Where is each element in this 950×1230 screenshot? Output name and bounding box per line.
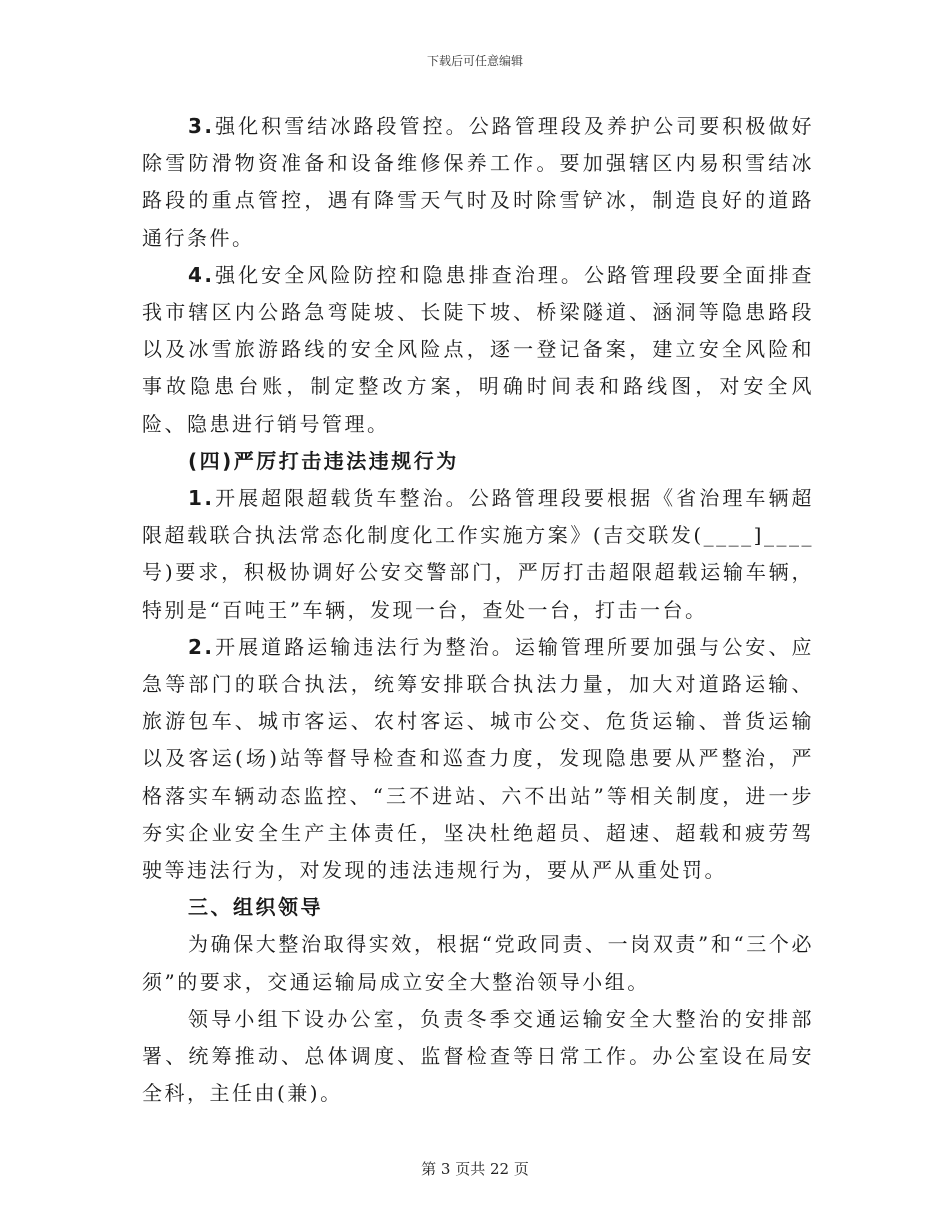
- document-body: [142, 108, 814, 1112]
- section-heading-organization: 三、组织领导: [188, 895, 323, 920]
- page-header-note: 下载后可任意编辑: [426, 54, 523, 68]
- paragraph-text: 强化积雪结冰路段管控。公路管理段及养护公司要积极做好除雪防滑物资准备和设备维修保养工作。要加强辖区内易积雪结冰路段的重点管控，遇有降雪天气时及时除雪铲冰，制造良好的道路通行条件。: [142, 114, 814, 250]
- paragraph-text: 开展道路运输违法行为整治。运输管理所要加强与公安、应急等部门的联合执法，统筹安排联合执法力量，加大对道路运输、旅游包车、城市客运、农村客运、城市公交、危货运输、普货运输以及客运(场)站等督导检查和巡查力度，发现隐患要从严整治，严格落实车辆动态监控、“三不进站、六不出站”等相关制度，进一步夯实企业安全生产主体责任，坚决杜绝超员、超速、超载和疲劳驾驶等违法行为，对发现的违法违规行为，要从严从重处罚。: [142, 634, 814, 883]
- item-number: 4.: [188, 262, 215, 287]
- item-number: 2.: [188, 634, 215, 659]
- section-heading-4: (四)严厉打击违法违规行为: [188, 448, 459, 473]
- item-number: 3.: [188, 114, 215, 138]
- paragraph-4: [142, 257, 814, 443]
- paragraph-3: [142, 108, 814, 257]
- page-number: 第 3 页共 22 页: [421, 1160, 529, 1178]
- item-number: 1.: [188, 486, 215, 511]
- paragraph-text: 强化安全风险防控和隐患排查治理。公路管理段要全面排查我市辖区内公路急弯陡坡、长陡下坡、桥梁隧道、涵洞等隐患路段以及冰雪旅游路线的安全风险点，逐一登记备案，建立安全风险和事故隐患台账，制定整改方案，明确时间表和路线图，对安全风险、隐患进行销号管理。: [142, 262, 814, 436]
- paragraph-1: [142, 480, 814, 629]
- paragraph-leadership-group: 为确保大整治取得实效，根据“党政同责、一岗双责”和“三个必须”的要求，交通运输局成立安全大整治领导小组。: [142, 932, 814, 994]
- paragraph-text: 开展超限超载货车整治。公路管理段要根据《省治理车辆超限超载联合执法常态化制度化工作实施方案》(吉交联发(____]____号)要求，积极协调好公安交警部门，严厉打击超限超载运输车辆，特别是“百吨王”车辆，发现一台，查处一台，打击一台。: [142, 486, 814, 622]
- paragraph-2: [142, 629, 814, 889]
- paragraph-office: 领导小组下设办公室，负责冬季交通运输安全大整治的安排部署、统筹推动、总体调度、监督检查等日常工作。办公室设在局安全科，主任由(兼)。: [142, 1006, 814, 1106]
